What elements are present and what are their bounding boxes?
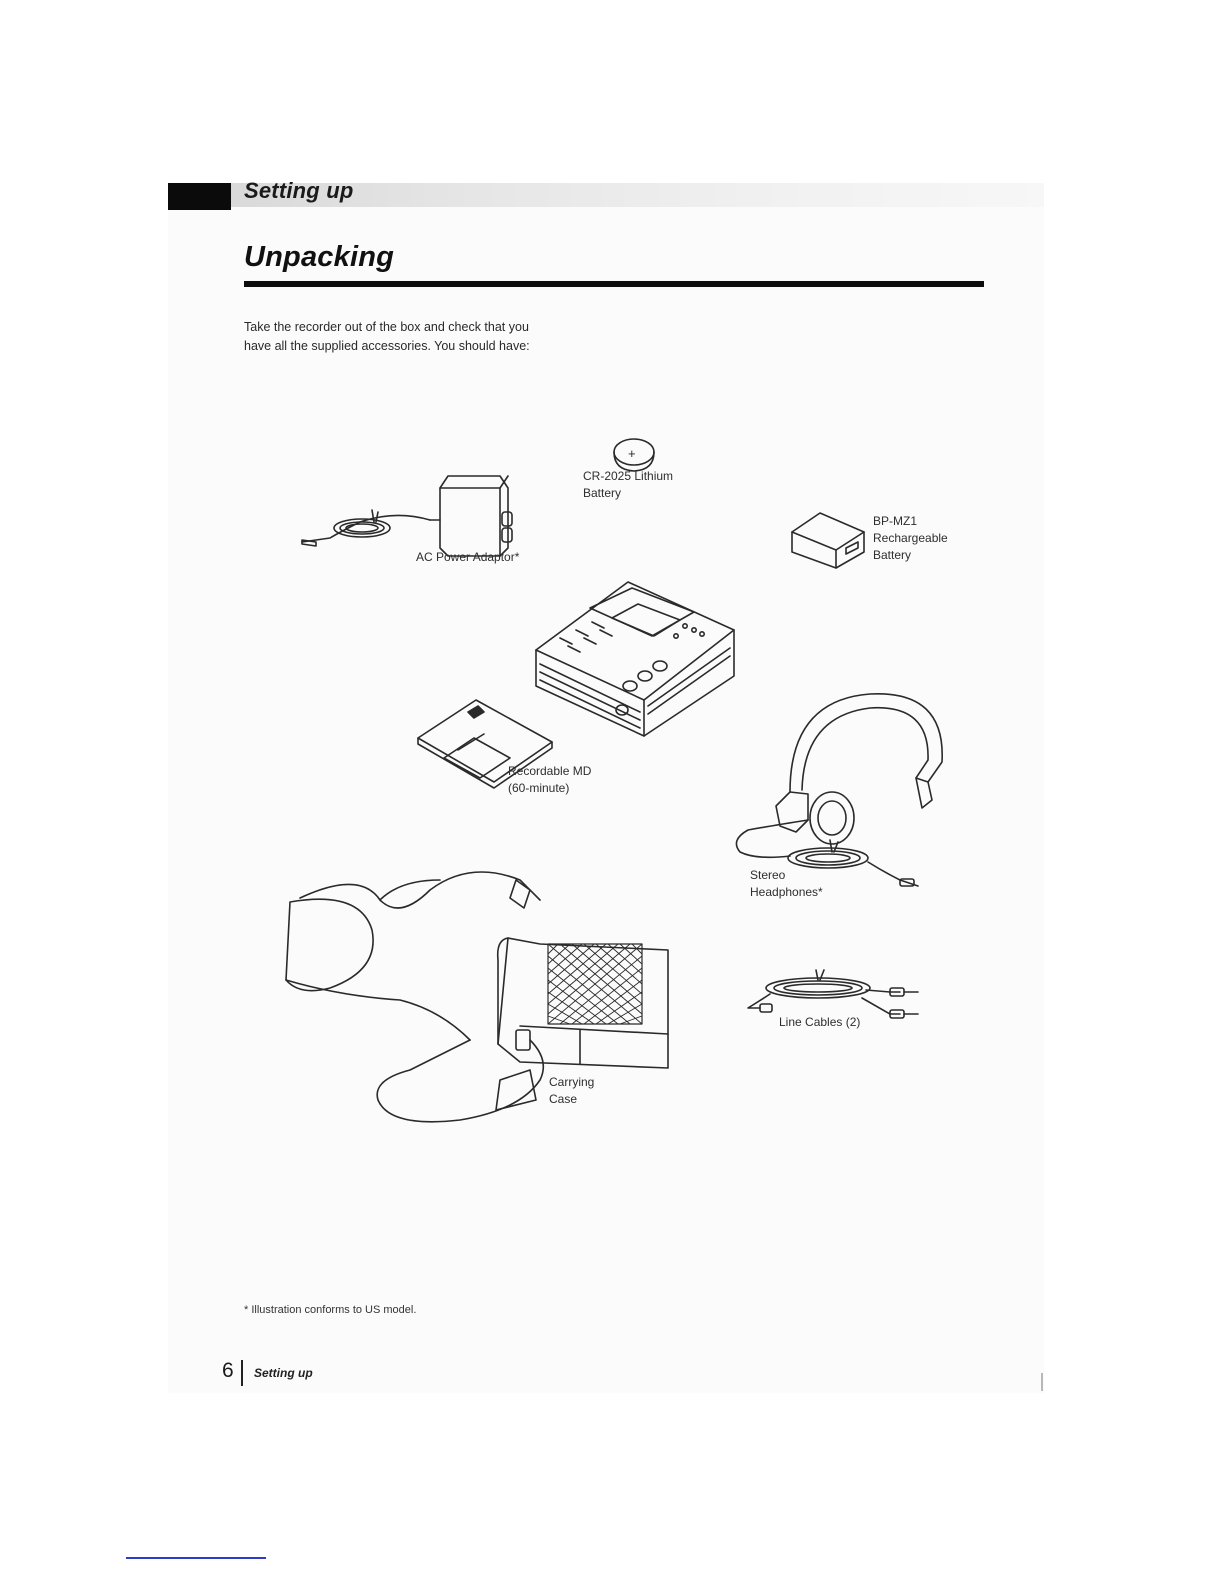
page-number-divider [241, 1360, 243, 1386]
lithium-battery-label-line2: Battery [583, 486, 622, 500]
headphones-label-line1: Stereo [750, 868, 786, 882]
carrying-case-label-line1: Carrying [549, 1075, 595, 1089]
carrying-case-label-line2: Case [549, 1092, 578, 1106]
ac-adaptor-label: AC Power Adaptor* [416, 550, 520, 564]
rechargeable-battery-image [792, 513, 864, 568]
rechargeable-battery-label [873, 513, 948, 564]
rechargeable-label-line2: Rechargeable [873, 531, 948, 545]
footer-section-title: Setting up [254, 1366, 313, 1380]
recordable-md-label-line2: (60-minute) [508, 781, 570, 795]
rechargeable-label-line3: Battery [873, 548, 912, 562]
line-cables-image [748, 970, 918, 1018]
recordable-md-label [508, 763, 591, 797]
scan-mark [1041, 1373, 1043, 1391]
lithium-battery-image [614, 439, 654, 471]
stereo-headphones-image [736, 694, 942, 886]
bottom-link-underline [126, 1557, 266, 1559]
line-cables-label: Line Cables (2) [779, 1015, 861, 1029]
lithium-battery-label-line1: CR-2025 Lithium [583, 469, 674, 483]
carrying-case-label [549, 1074, 594, 1108]
intro-line-1: Take the recorder out of the box and check that you [244, 320, 529, 334]
lithium-battery-label [583, 468, 673, 502]
recordable-md-label-line1: Recordable MD [508, 764, 592, 778]
carrying-case-image [286, 872, 668, 1122]
md-recorder-image [536, 582, 734, 736]
footnote: * Illustration conforms to US model. [244, 1304, 417, 1316]
rechargeable-label-line1: BP-MZ1 [873, 514, 918, 528]
section-title: Setting up [244, 178, 354, 203]
ac-adaptor-image [302, 476, 512, 556]
intro-line-2: have all the supplied accessories. You should have: [244, 339, 530, 353]
page-title: Unpacking [244, 241, 395, 273]
headphones-label [750, 867, 823, 901]
headphones-label-line2: Headphones* [750, 885, 823, 899]
page-number: 6 [222, 1359, 234, 1382]
battery-plus-sign: + [628, 446, 636, 461]
